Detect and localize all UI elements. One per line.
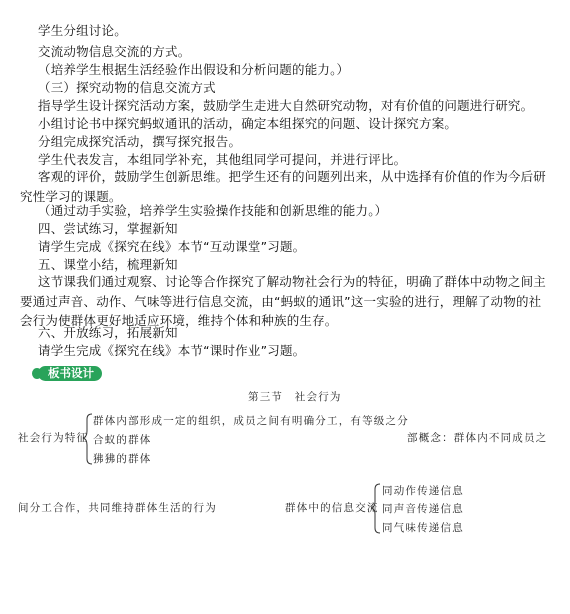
section-heading: （三）探究动物的信息交流方式 bbox=[38, 80, 216, 95]
text-line: 请学生完成《探究在线》本节“课时作业”习题。 bbox=[38, 343, 306, 358]
text-line: （通过动手实验，培养学生实验操作技能和创新思维的能力。） bbox=[38, 203, 388, 218]
section-heading: 四、尝试练习，掌握新知 bbox=[38, 221, 178, 236]
partial-concept: 部概念：群体内不同成员之 bbox=[407, 432, 548, 444]
feature-item: 狒狒的群体 bbox=[93, 453, 152, 465]
text-line: 分组完成探究活动，撰写探究报告。 bbox=[38, 134, 242, 149]
info-item: 同气味传递信息 bbox=[382, 522, 464, 534]
cooperation-text: 间分工合作，共同维持群体生活的行为 bbox=[18, 502, 217, 514]
feature-label: 社会行为特征 bbox=[18, 432, 89, 444]
feature-bracket bbox=[83, 414, 92, 464]
feature-item: 合蚁的群体 bbox=[93, 434, 152, 446]
text-line: 学生代表发言，本组同学补充，其他组同学可提问，并进行评比。 bbox=[38, 152, 407, 167]
text-line: 交流动物信息交流的方式。 bbox=[38, 44, 191, 59]
text-paragraph: 这节课我们通过观察、讨论等合作探究了解动物社会行为的特征，明确了群体中动物之间主要通过声音、动作、气味等进行信息交流，由“蚂蚁的通讯”这一实验的进行，理解了动物的社会行为使群体更好地适应环境，维持个体和种族的生存。 bbox=[20, 274, 547, 328]
text-line: 学生分组讨论。 bbox=[38, 23, 127, 38]
info-item: 同动作传递信息 bbox=[382, 485, 464, 497]
board-title: 第三节 社会行为 bbox=[248, 391, 342, 403]
text-line: 请学生完成《探究在线》本节“互动课堂”习题。 bbox=[38, 239, 306, 254]
section-heading: 五、课堂小结，梳理新知 bbox=[38, 257, 178, 272]
text-line: 指导学生设计探究活动方案，鼓励学生走进大自然研究动物，对有价值的问题进行研究。 bbox=[38, 98, 534, 113]
section-heading: 六、开放练习，拓展新知 bbox=[38, 325, 178, 340]
text-paragraph: 客观的评价，鼓励学生创新思维。把学生还有的问题列出来，从中选择有价值的作为今后研究性学习的课题。 bbox=[20, 169, 547, 204]
board-design-badge: 板书设计 bbox=[38, 366, 102, 381]
text-line: （培养学生根据生活经验作出假设和分析问题的能力。） bbox=[38, 62, 350, 77]
text-line: 小组讨论书中探究蚂蚁通讯的活动，确定本组探究的问题、设计探究方案。 bbox=[38, 116, 458, 131]
info-bracket bbox=[371, 484, 380, 533]
info-label: 群体中的信息交流 bbox=[285, 502, 379, 514]
info-item: 同声音传递信息 bbox=[382, 503, 464, 515]
feature-item: 群体内部形成一定的组织，成员之间有明确分工，有等级之分 bbox=[93, 415, 409, 427]
